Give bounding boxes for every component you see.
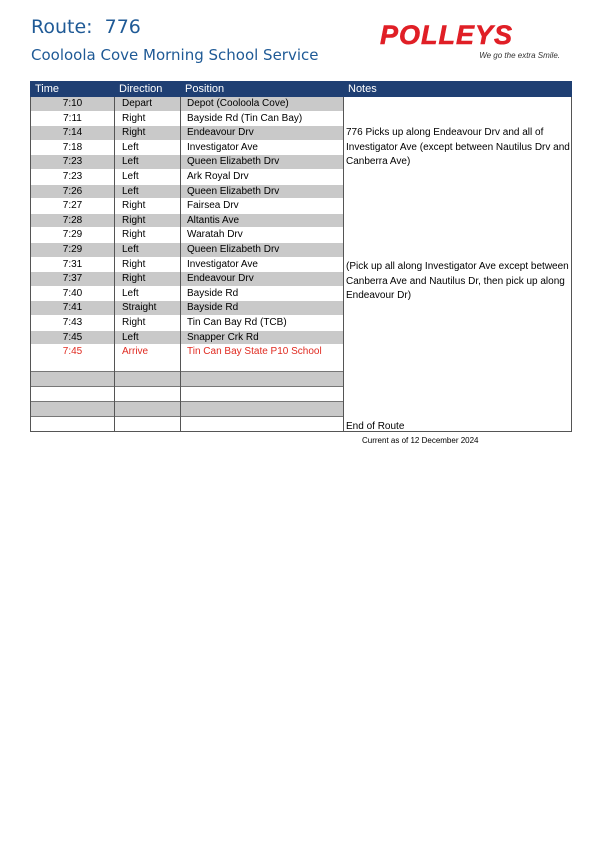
- cell-direction: Right: [115, 111, 181, 126]
- table-row: [31, 97, 572, 112]
- cell-direction: Left: [115, 330, 181, 345]
- cell-direction: Left: [115, 140, 181, 155]
- cell-time: 7:14: [31, 126, 115, 141]
- cell-empty: [181, 387, 344, 402]
- cell-time: 7:31: [31, 257, 115, 272]
- cell-position: Bayside Rd (Tin Can Bay): [181, 111, 344, 126]
- route-subtitle: Cooloola Cove Morning School Service: [31, 46, 319, 64]
- cell-position: Snapper Crk Rd: [181, 330, 344, 345]
- cell-direction: Right: [115, 272, 181, 287]
- cell-empty: [31, 417, 115, 432]
- cell-direction: Right: [115, 213, 181, 228]
- cell-direction: Left: [115, 242, 181, 257]
- cell-direction: Straight: [115, 301, 181, 316]
- polleys-logo: [380, 20, 570, 65]
- logo-word: POLLEYS: [380, 20, 514, 50]
- cell-empty: [181, 402, 344, 417]
- cell-position: Investigator Ave: [181, 140, 344, 155]
- cell-direction: Right: [115, 199, 181, 214]
- cell-time: 7:11: [31, 111, 115, 126]
- cell-direction: Left: [115, 169, 181, 184]
- cell-position: Endeavour Drv: [181, 272, 344, 287]
- cell-time: 7:41: [31, 301, 115, 316]
- cell-direction: Right: [115, 228, 181, 243]
- cell-direction: Left: [115, 155, 181, 170]
- current-as-of: Current as of 12 December 2024: [362, 436, 479, 445]
- cell-time: 7:37: [31, 272, 115, 287]
- cell-position: Tin Can Bay State P10 School: [181, 345, 344, 372]
- cell-empty: [31, 387, 115, 402]
- column-header-position: Position: [181, 82, 344, 97]
- cell-empty: [181, 417, 344, 432]
- cell-position: Depot (Cooloola Cove): [181, 97, 344, 112]
- cell-direction: Right: [115, 257, 181, 272]
- cell-empty: [115, 387, 181, 402]
- logo-tagline: We go the extra Smile.: [479, 51, 560, 60]
- column-header-time: Time: [31, 82, 115, 97]
- cell-position: Tin Can Bay Rd (TCB): [181, 315, 344, 330]
- cell-time: 7:40: [31, 286, 115, 301]
- cell-position: Ark Royal Drv: [181, 169, 344, 184]
- cell-position: Bayside Rd: [181, 301, 344, 316]
- cell-empty: [115, 402, 181, 417]
- route-title: [31, 16, 141, 38]
- cell-time: 7:29: [31, 228, 115, 243]
- cell-direction: Left: [115, 286, 181, 301]
- cell-position: Fairsea Drv: [181, 199, 344, 214]
- cell-time: 7:45: [31, 330, 115, 345]
- cell-direction: Arrive: [115, 345, 181, 372]
- column-header-notes: Notes: [344, 82, 572, 97]
- route-label: Route:: [31, 16, 93, 38]
- cell-position: Endeavour Drv: [181, 126, 344, 141]
- cell-time: 7:29: [31, 242, 115, 257]
- cell-direction: Right: [115, 126, 181, 141]
- cell-empty: [181, 372, 344, 387]
- cell-time: 7:23: [31, 169, 115, 184]
- cell-time: 7:10: [31, 97, 115, 112]
- column-header-direction: Direction: [115, 82, 181, 97]
- cell-position: Queen Elizabeth Drv: [181, 242, 344, 257]
- cell-empty: [115, 417, 181, 432]
- note-endeavour: 776 Picks up along Endeavour Drv and all of Investigator Ave (except between Nautilus Drv and Canberra Ave): [346, 127, 570, 167]
- cell-time: 7:28: [31, 213, 115, 228]
- cell-position: Queen Elizabeth Drv: [181, 184, 344, 199]
- route-number: 776: [104, 16, 141, 38]
- cell-position: Bayside Rd: [181, 286, 344, 301]
- cell-time: 7:43: [31, 315, 115, 330]
- cell-direction: Depart: [115, 97, 181, 112]
- cell-empty: [31, 372, 115, 387]
- cell-time: 7:27: [31, 199, 115, 214]
- cell-direction: Right: [115, 315, 181, 330]
- cell-position: Altantis Ave: [181, 213, 344, 228]
- cell-time: 7:45: [31, 345, 115, 372]
- cell-direction: Left: [115, 184, 181, 199]
- note-end-of-route: End of Route: [346, 421, 405, 432]
- cell-position: Queen Elizabeth Drv: [181, 155, 344, 170]
- note-investigator: (Pick up all along Investigator Ave except between Canberra Ave and Nautilus Dr, then pick up along Endeavour Dr): [346, 261, 569, 301]
- cell-time: 7:23: [31, 155, 115, 170]
- cell-empty: [115, 372, 181, 387]
- cell-time: 7:18: [31, 140, 115, 155]
- cell-empty: [31, 402, 115, 417]
- table-header-row: [31, 82, 572, 97]
- cell-position: Waratah Drv: [181, 228, 344, 243]
- cell-position: Investigator Ave: [181, 257, 344, 272]
- cell-time: 7:26: [31, 184, 115, 199]
